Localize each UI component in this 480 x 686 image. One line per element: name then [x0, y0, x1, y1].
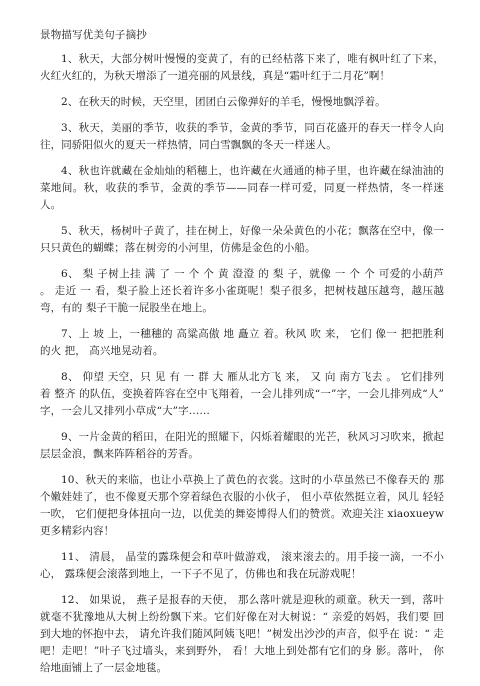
paragraph-5: 5、秋天，杨树叶子黄了，挂在树上，好像一朵朵黄色的小花；飘落在空中，像一只只黄色的蝴蝶；落在树旁的小河里，仿佛是金色的小船。 [40, 225, 444, 254]
paragraph-3: 3、秋天，美丽的季节，收获的季节，金黄的季节，同百花盛开的春天一样令人向往，同骄阳似火的夏天一样热情，同白雪飘飘的冬天一样迷人。 [40, 122, 444, 151]
paragraph-6: 6、 梨 子树上挂 满 了 一 个 个 黄 澄澄 的 梨 子，就像 一 个 个 可爱的小葫芦 。 走近 一 看，梨子脸上还长着许多小雀斑呢！梨子很多，把树枝越压越弯，越压越弯，有的 梨子干脆一屁股坐在地上。 [40, 268, 444, 314]
paragraph-1: 1、秋天，大部分树叶慢慢的变黄了，有的已经枯落下来了，唯有枫叶红了下来，火红火红的，为秋天增添了一道亮丽的风景线，真是“霜叶红于二月花”啊！ [40, 53, 444, 82]
paragraph-11: 11、 清晨， 晶莹的露珠便会和草叶做游戏， 滚来滚去的。用手接一滴，一不小 心， 露珠便会滚落到地上，一下子不见了，仿佛也和我在玩游戏呢！ [40, 551, 444, 580]
paragraph-10: 10、秋天的来临，也让小草换上了黄色的衣裳。这时的小草虽然已不像春天的 那个嫩娃娃了，也不像夏天那个穿着绿色衣服的小伙子， 但小草依然挺立着，风儿 轻轻一吹， 它们便把身体扭向一边，以优美的舞姿博得人们的赞赏。欢迎关注 xiaoxueyw 更多精彩内容！ [40, 474, 444, 537]
paragraph-12: 12、 如果说， 燕子是报春的天使， 那么落叶就是迎秋的顽童。秋天一到，落叶 就毫不犹豫地从大树上纷纷飘下来。它们好像在对大树说：“ 亲爱的妈妈，我们要 回到大地的怀抱中去， 请允许我们随风阿姨飞吧！”树发出沙沙的声音，似乎在 说：“ 走吧！走吧！”叶子飞过墙头，来到野外， 看！大地上到处都有它们的身 影。落叶， 你给地面铺上了一层金地毯。 [40, 594, 444, 674]
paragraph-7: 7、上 坡 上，一穗穗的 高粱高傲 地 矗立 着。秋风 吹 来， 它们 像一 把把胜利 的火 把， 高兴地晃动着。 [40, 328, 444, 357]
document-title: 景物描写优美句子摘抄 [40, 29, 147, 41]
paragraph-8: 8、 仰望 天空，只 见 有 一 群 大 雁从北方飞 来， 又 向 南方飞去 。 它们排列 着 整齐 的队伍，变换着阵容在空中飞翔着，一会儿排列成“一”字，一会儿排列成“人” 字，一会儿又排列小草成“大”字…… [40, 371, 444, 417]
paragraph-4: 4、秋也许就藏在金灿灿的稻穗上，也许藏在火通通的柿子里，也许藏在绿油油的菜地间。秋，收获的季节，金黄的季节——同春一样可爱，同夏一样热情，冬一样迷人。 [40, 165, 444, 211]
paragraph-2: 2、在秋天的时候，天空里，团团白云像弹好的羊毛，慢慢地飘浮着。 [61, 96, 386, 108]
document-page [40, 28, 444, 686]
paragraph-9: 9、一片金黄的稻田，在阳光的照耀下，闪烁着耀眼的光芒，秋风习习吹来，掀起层层金浪，飘来阵阵稻谷的芳香。 [40, 431, 444, 460]
